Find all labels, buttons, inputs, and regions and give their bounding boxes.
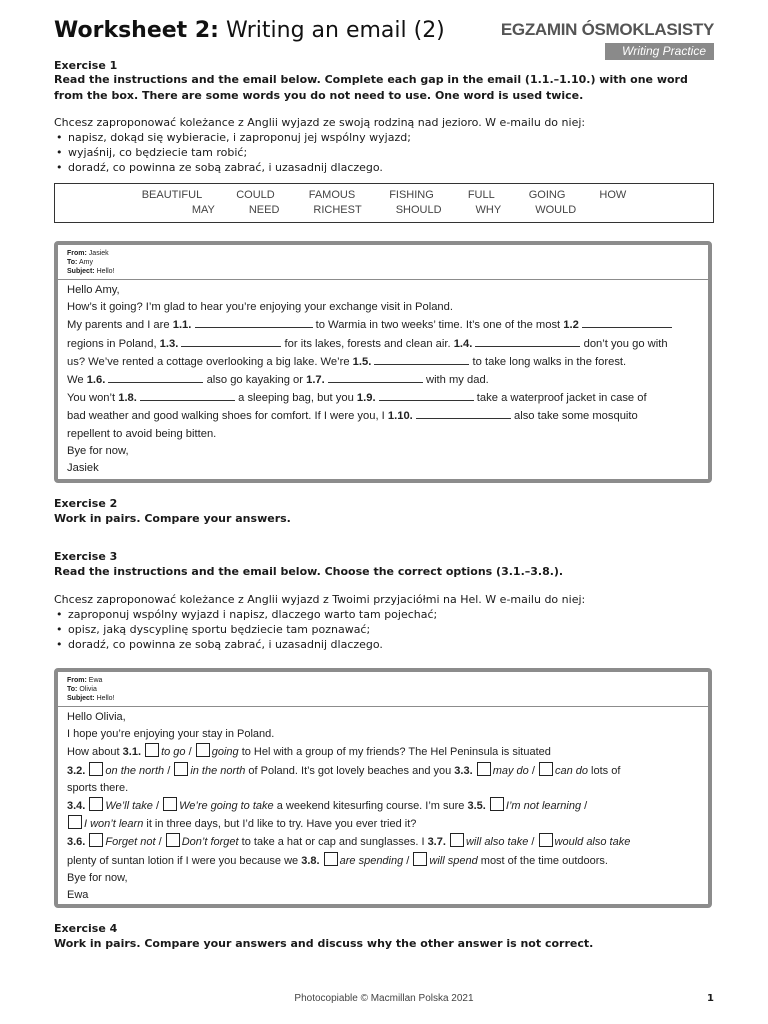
gap-number: 1.6.: [86, 374, 106, 387]
email-1: [54, 241, 712, 483]
text: most of the time outdoors.: [477, 854, 608, 867]
checkbox[interactable]: [450, 833, 464, 847]
email-from: Ewa: [88, 677, 103, 684]
gap-1-8[interactable]: [140, 389, 235, 401]
email-signoff: Bye for now,: [67, 871, 128, 884]
subject-label: Subject:: [67, 695, 95, 702]
text: also go kayaking or: [203, 374, 307, 387]
email-to: Olivia: [79, 686, 97, 693]
email-header: [58, 672, 708, 707]
email-header: [58, 245, 708, 280]
text: plenty of suntan lotion if I were you because we: [67, 854, 302, 867]
email-greeting: Hello Amy,: [67, 284, 120, 296]
exercise-3-instructions: Read the instructions and the email below. Choose the correct options (3.1.–3.8.).: [54, 565, 564, 578]
gap-1-2[interactable]: [582, 316, 672, 328]
exercise-4-instructions: Work in pairs. Compare your answers and discuss why the other answer is not correct.: [54, 937, 594, 950]
word-item: MAY: [191, 204, 215, 216]
email-to: Amy: [78, 259, 93, 266]
exercise-1-instructions: Read the instructions and the email below. Complete each gap in the email (1.1.–1.10.) with one word from the box. There are some words you do not need to use. One word is used twice.: [54, 73, 688, 102]
option-text: are spending: [339, 854, 404, 867]
email-subject: Hello!: [96, 268, 115, 275]
exercise-3-title: Exercise 3: [54, 550, 118, 563]
option-text: will spend: [429, 854, 478, 867]
text: for its lakes, forests and clean air.: [281, 337, 454, 350]
task-intro: Chcesz zaproponować koleżance z Anglii wyjazd z Twoimi przyjaciółmi na Hel. W e-mailu do niej:: [54, 593, 586, 606]
option-text: in the north: [190, 764, 246, 777]
brand-block: [501, 20, 714, 60]
exercise-3-task: [54, 592, 714, 652]
to-label: To:: [67, 686, 78, 693]
option-text: I won’t learn: [84, 818, 144, 831]
text: a sleeping bag, but you: [235, 392, 357, 405]
checkbox[interactable]: [163, 797, 177, 811]
text: to take a hat or cap and sunglasses. I: [238, 836, 428, 849]
email-2: [54, 668, 712, 908]
email-line: [67, 371, 699, 389]
word-box-row-1: [55, 189, 713, 201]
checkbox[interactable]: [68, 815, 82, 829]
option-number: 3.4.: [67, 800, 86, 813]
option-text: I’m not learning: [505, 800, 582, 813]
task-bullet: • napisz, dokąd się wybieracie, i zaproponuj jej wspólny wyjazd;: [54, 130, 714, 145]
page-title: [54, 18, 445, 43]
word-item: FULL: [467, 189, 495, 201]
word-box-row-2: [55, 204, 713, 216]
email-line: I hope you’re enjoying your stay in Poland.: [67, 728, 275, 741]
text: also take some mosquito: [510, 410, 638, 423]
word-item: WHY: [475, 204, 502, 216]
checkbox[interactable]: [324, 852, 338, 866]
word-item: BEAUTIFUL: [141, 189, 203, 201]
checkbox[interactable]: [196, 743, 210, 757]
option-number: 3.3.: [454, 764, 473, 777]
task-bullet: • doradź, co powinna ze sobą zabrać, i uzasadnij dlaczego.: [54, 637, 714, 652]
gap-number: 1.9.: [356, 392, 376, 405]
word-item: FAMOUS: [308, 189, 356, 201]
email-from: Jasiek: [88, 250, 109, 257]
word-item: NEED: [248, 204, 280, 216]
checkbox[interactable]: [89, 762, 103, 776]
option-text: We’ll take: [105, 800, 153, 813]
from-label: From:: [67, 677, 87, 684]
checkbox[interactable]: [413, 852, 427, 866]
checkbox[interactable]: [174, 762, 188, 776]
exercise-1-title: Exercise 1: [54, 59, 118, 72]
text: We: [67, 374, 87, 387]
option-number: 3.6.: [67, 836, 86, 849]
email-line: 3.6. Forget not / Don’t forget to take a hat or cap and sunglasses. I 3.7. will also take / would also take: [67, 833, 699, 851]
email-line: How’s it going? I’m glad to hear you’re enjoying your exchange visit in Poland.: [67, 301, 453, 314]
email-line: 3.4. We’ll take / We’re going to take a weekend kitesurfing course. I’m sure 3.5. I’m not learning /: [67, 797, 699, 815]
email-line: How about 3.1. to go / going to Hel with a group of my friends? The Hel Peninsula is situated: [67, 743, 699, 761]
gap-number: 1.2: [563, 319, 579, 332]
email-body: [58, 280, 708, 481]
text: of Poland. It’s got lovely beaches and you: [245, 764, 455, 777]
text: to Hel with a group of my friends? The Hel Peninsula is situated: [238, 746, 551, 759]
task-bullets: [54, 607, 714, 652]
text: don’t you go with: [580, 337, 668, 350]
email-subject: Hello!: [96, 695, 115, 702]
text: to take long walks in the forest.: [469, 355, 627, 368]
email-line: 3.2. on the north / in the north of Poland. It’s got lovely beaches and you 3.3. may do / can do lots of: [67, 762, 699, 780]
gap-number: 1.5.: [352, 355, 372, 368]
email-line: [67, 316, 699, 334]
word-item: SHOULD: [395, 204, 442, 216]
text: My parents and I are: [67, 319, 173, 332]
gap-number: 1.7.: [306, 374, 325, 387]
word-item: RICHEST: [313, 204, 362, 216]
email-line: plenty of suntan lotion if I were you because we 3.8. are spending / will spend most of the time outdoors.: [67, 852, 699, 870]
email-signature: Jasiek: [67, 462, 99, 475]
checkbox[interactable]: [89, 833, 103, 847]
title-bold: Worksheet 2:: [54, 18, 219, 43]
word-item: WOULD: [535, 204, 577, 216]
option-number: 3.5.: [467, 800, 486, 813]
gap-1-10[interactable]: [416, 407, 511, 419]
exercise-2-title: Exercise 2: [54, 497, 118, 510]
option-text: to go: [161, 746, 186, 759]
gap-number: 1.1.: [172, 319, 192, 332]
option-number: 3.7.: [427, 836, 446, 849]
text: a weekend kitesurfing course. I’m sure: [273, 800, 468, 813]
option-text: would also take: [554, 836, 631, 849]
word-box: [54, 183, 714, 223]
task-bullet: • opisz, jaką dyscyplinę sportu będziecie tam poznawać;: [54, 622, 714, 637]
text: You won’t: [67, 392, 119, 405]
brand-name: EGZAMIN ÓSMOKLASISTY: [500, 20, 714, 39]
from-label: From:: [67, 250, 87, 257]
option-text: Don’t forget: [181, 836, 239, 849]
email-line: sports there.: [67, 781, 129, 794]
word-item: GOING: [528, 189, 566, 201]
task-intro: Chcesz zaproponować koleżance z Anglii wyjazd ze swoją rodziną nad jezioro. W e-mailu do niej:: [54, 116, 586, 129]
checkbox[interactable]: [477, 762, 491, 776]
gap-1-5[interactable]: [374, 353, 469, 365]
email-signature: Ewa: [67, 889, 89, 902]
page-number: 1: [707, 993, 714, 1004]
option-number: 3.1.: [122, 746, 142, 759]
email-greeting: Hello Olivia,: [67, 711, 126, 723]
email-line: [67, 389, 699, 407]
option-text: will also take: [465, 836, 529, 849]
email-line: [67, 353, 699, 371]
email-signoff: Bye for now,: [67, 444, 129, 457]
email-line: [67, 815, 699, 833]
exercise-1-task: [54, 115, 714, 175]
text: to Warmia in two weeks’ time. It’s one of the most: [312, 319, 564, 332]
gap-1-1[interactable]: [195, 316, 313, 328]
gap-number: 1.4.: [453, 337, 473, 350]
gap-1-3[interactable]: [181, 335, 281, 347]
text: bad weather and good walking shoes for comfort. If I were you, I: [67, 410, 388, 423]
option-text: going: [211, 746, 239, 759]
gap-1-7[interactable]: [328, 371, 423, 383]
option-number: 3.2.: [67, 764, 86, 777]
option-text: Forget not: [105, 836, 156, 849]
task-bullet: • doradź, co powinna ze sobą zabrać, i uzasadnij dlaczego.: [54, 160, 714, 175]
word-item: FISHING: [389, 189, 434, 201]
gap-1-4[interactable]: [475, 335, 580, 347]
option-text: We’re going to take: [179, 800, 274, 813]
text: lots of: [588, 764, 621, 777]
checkbox[interactable]: [145, 743, 159, 757]
brand-subtitle: Writing Practice: [605, 43, 714, 60]
checkbox[interactable]: [89, 797, 103, 811]
gap-number: 1.10.: [387, 410, 413, 423]
task-bullet: • zaproponuj wspólny wyjazd i napisz, dlaczego warto tam pojechać;: [54, 607, 714, 622]
word-item: HOW: [599, 189, 627, 201]
gap-1-6[interactable]: [108, 371, 203, 383]
email-line: [67, 335, 699, 353]
footer-copyright: Photocopiable © Macmillan Polska 2021: [294, 993, 474, 1004]
checkbox[interactable]: [539, 762, 553, 776]
option-text: may do: [492, 764, 529, 777]
option-text: can do: [554, 764, 588, 777]
subject-label: Subject:: [67, 268, 95, 275]
gap-number: 1.3.: [159, 337, 179, 350]
text: us? We’ve rented a cottage overlooking a big lake. We’re: [67, 355, 353, 368]
gap-number: 1.8.: [118, 392, 137, 405]
to-label: To:: [67, 259, 78, 266]
checkbox[interactable]: [490, 797, 504, 811]
option-text: on the north: [105, 764, 165, 777]
option-number: 3.8.: [301, 854, 320, 867]
exercise-4-title: Exercise 4: [54, 922, 118, 935]
text: How about: [67, 746, 123, 759]
task-bullet: • wyjaśnij, co będziecie tam robić;: [54, 145, 714, 160]
task-bullets: [54, 130, 714, 175]
email-line: repellent to avoid being bitten.: [67, 427, 217, 440]
text: it in three days, but I’d like to try. Have you ever tried it?: [143, 818, 417, 831]
checkbox[interactable]: [539, 833, 553, 847]
email-line: [67, 407, 699, 425]
word-item: COULD: [236, 189, 275, 201]
text: take a waterproof jacket in case of: [473, 392, 647, 405]
exercise-2-instructions: Work in pairs. Compare your answers.: [54, 512, 291, 525]
email-body: [58, 707, 708, 908]
text: with my dad.: [422, 374, 489, 387]
gap-1-9[interactable]: [379, 389, 474, 401]
text: regions in Poland,: [67, 337, 160, 350]
checkbox[interactable]: [166, 833, 180, 847]
title-rest: Writing an email (2): [218, 18, 445, 43]
